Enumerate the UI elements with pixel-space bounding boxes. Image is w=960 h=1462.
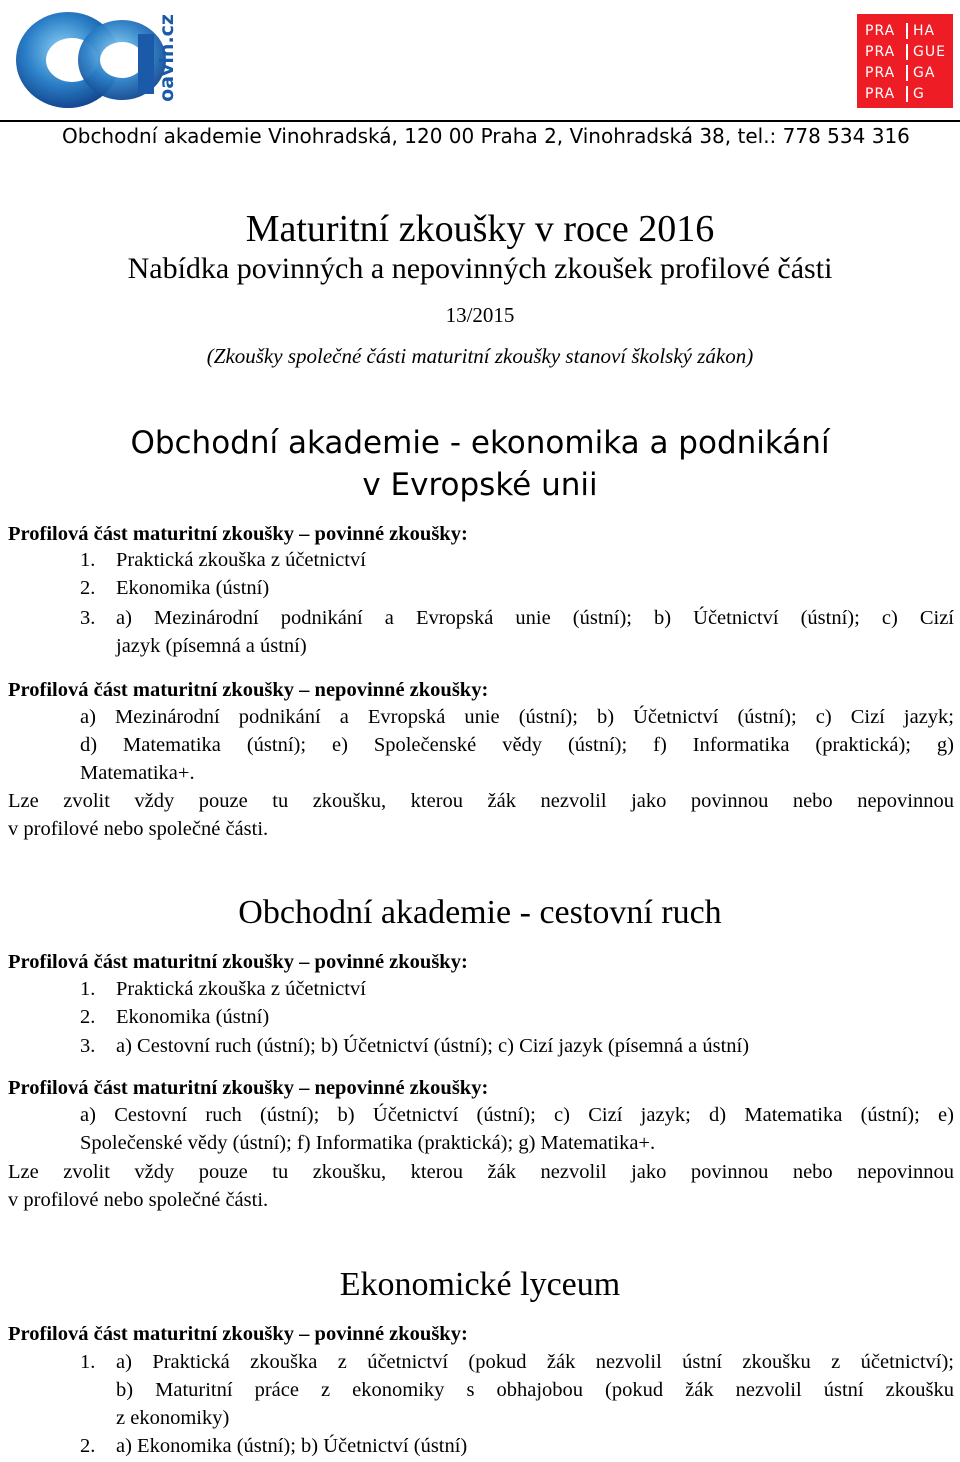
list-item-continuation: z ekonomiky) bbox=[116, 1407, 230, 1429]
list-item-number: 2. bbox=[80, 1006, 96, 1028]
list-item-number: 2. bbox=[80, 577, 96, 599]
list-item-number: 3. bbox=[80, 1035, 96, 1057]
list-item-number: 3. bbox=[80, 607, 96, 629]
list-item: Ekonomika (ústní) bbox=[116, 577, 270, 599]
praha-logo-cell: GUE bbox=[906, 44, 949, 60]
mandatory-heading: Profilová část maturitní zkoušky – povinné zkoušky: bbox=[8, 523, 468, 545]
optional-heading: Profilová část maturitní zkoušky – nepovinné zkoušky: bbox=[8, 679, 489, 701]
list-item: Praktická zkouška z účetnictví bbox=[116, 978, 366, 1000]
praha-logo-cell: PRA bbox=[865, 64, 896, 81]
note-line: v profilové nebo společné části. bbox=[8, 1189, 269, 1211]
optional-text-line: a) Cestovní ruch (ústní); b) Účetnictví (ústní); c) Cizí jazyk; d) Matematika (ústní); e) bbox=[80, 1104, 954, 1126]
document-title: Maturitní zkoušky v roce 2016 bbox=[245, 208, 715, 250]
list-item-number: 1. bbox=[80, 978, 96, 1000]
list-item: Ekonomika (ústní) bbox=[116, 1006, 270, 1028]
praha-logo bbox=[857, 14, 953, 108]
document-number: 13/2015 bbox=[445, 303, 515, 327]
list-item: a) Mezinárodní podnikání a Evropská unie (ústní); b) Účetnictví (ústní); c) Cizí bbox=[116, 607, 954, 629]
list-item: a) Ekonomika (ústní); b) Účetnictví (ústní) bbox=[116, 1435, 468, 1457]
optional-heading: Profilová část maturitní zkoušky – nepovinné zkoušky: bbox=[8, 1077, 489, 1099]
section-title: Obchodní akademie - ekonomika a podnikání bbox=[130, 425, 830, 461]
list-item: a) Cestovní ruch (ústní); b) Účetnictví (ústní); c) Cizí jazyk (písemná a ústní) bbox=[116, 1035, 750, 1057]
praha-logo-cell: PRA bbox=[865, 85, 896, 102]
note-line: Lze zvolit vždy pouze tu zkoušku, kterou žák nezvolil jako povinnou nebo nepovinnou bbox=[8, 790, 954, 812]
praha-logo-cell: HA bbox=[906, 23, 949, 39]
list-item-number: 2. bbox=[80, 1435, 96, 1457]
praha-logo-cell: PRA bbox=[865, 43, 896, 60]
header-divider bbox=[0, 120, 960, 122]
list-item-number: 1. bbox=[80, 549, 96, 571]
mandatory-heading: Profilová část maturitní zkoušky – povinné zkoušky: bbox=[8, 951, 468, 973]
list-item: Praktická zkouška z účetnictví bbox=[116, 549, 366, 571]
praha-logo-cell: PRA bbox=[865, 22, 896, 39]
list-item-continuation: jazyk (písemná a ústní) bbox=[116, 635, 307, 657]
praha-logo-cell: GA bbox=[906, 65, 949, 81]
document-note: (Zkoušky společné části maturitní zkoušky stanoví školský zákon) bbox=[206, 344, 754, 368]
optional-text-line: Matematika+. bbox=[80, 762, 195, 784]
section-title: Obchodní akademie - cestovní ruch bbox=[238, 894, 722, 931]
list-item-number: 1. bbox=[80, 1351, 96, 1373]
praha-logo-cell: G bbox=[906, 86, 949, 102]
optional-text-line: a) Mezinárodní podnikání a Evropská unie (ústní); b) Účetnictví (ústní); c) Cizí jazyk; bbox=[80, 706, 954, 728]
section-title: v Evropské unii bbox=[362, 467, 598, 503]
document-subtitle: Nabídka povinných a nepovinných zkoušek profilové části bbox=[127, 252, 833, 285]
oa-logo bbox=[10, 4, 188, 112]
optional-text-line: Společenské vědy (ústní); f) Informatika (praktická); g) Matematika+. bbox=[80, 1132, 656, 1154]
note-line: v profilové nebo společné části. bbox=[8, 818, 269, 840]
optional-text-line: d) Matematika (ústní); e) Společenské vědy (ústní); f) Informatika (praktická); g) bbox=[80, 734, 954, 756]
section-title: Ekonomické lyceum bbox=[339, 1266, 621, 1303]
oa-logo-text: oavin.cz bbox=[156, 14, 178, 102]
list-item: a) Praktická zkouška z účetnictví (pokud žák nezvolil ústní zkoušku z účetnictví); bbox=[116, 1351, 954, 1373]
note-line: Lze zvolit vždy pouze tu zkoušku, kterou žák nezvolil jako povinnou nebo nepovinnou bbox=[8, 1161, 954, 1183]
school-address: Obchodní akademie Vinohradská, 120 00 Praha 2, Vinohradská 38, tel.: 778 534 316 bbox=[62, 124, 910, 148]
list-item: b) Maturitní práce z ekonomiky s obhajobou (pokud žák nezvolil ústní zkoušku bbox=[116, 1379, 954, 1401]
mandatory-heading: Profilová část maturitní zkoušky – povinné zkoušky: bbox=[8, 1323, 468, 1345]
